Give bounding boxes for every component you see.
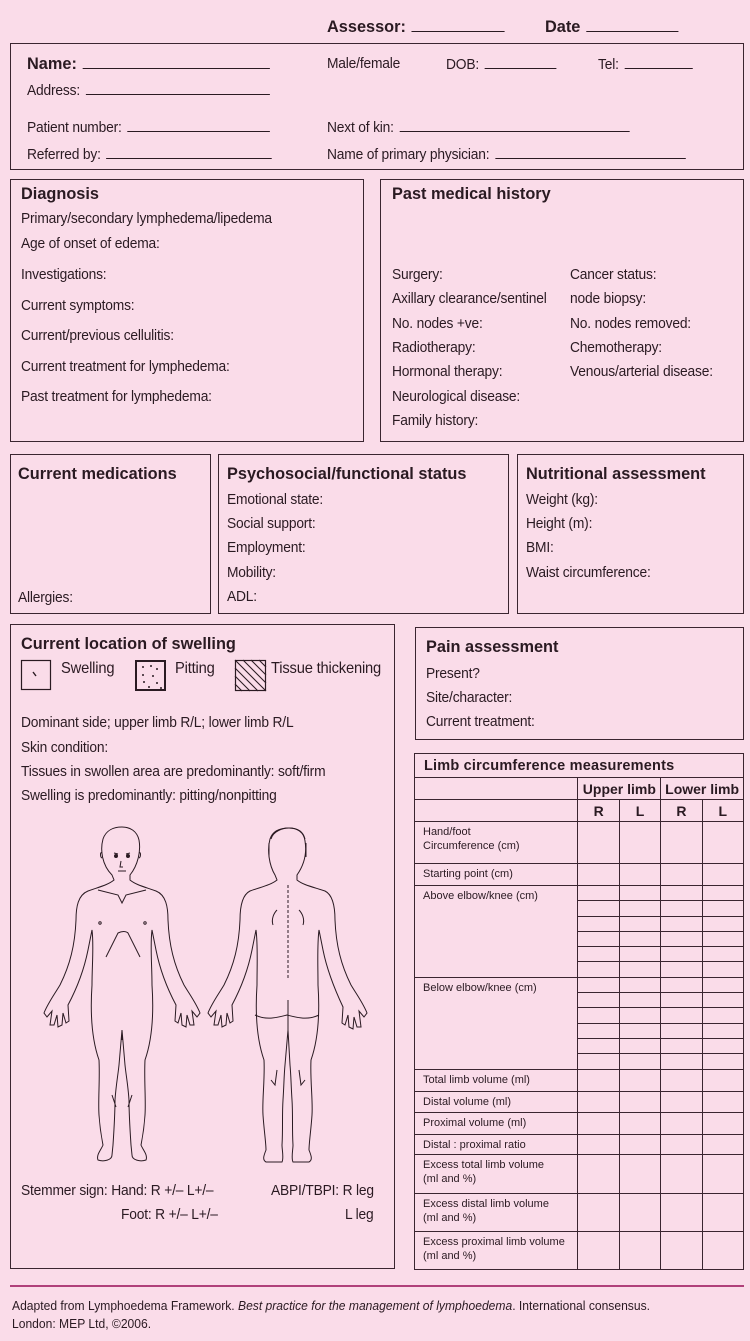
date-input[interactable] bbox=[586, 18, 678, 32]
input-cell[interactable] bbox=[661, 931, 702, 946]
pmh-item[interactable]: Cancer status: bbox=[570, 266, 657, 283]
diagnosis-item[interactable]: Current treatment for lymphedema: bbox=[21, 358, 230, 375]
pmh-item[interactable]: Neurological disease: bbox=[392, 388, 521, 405]
pain-title: Pain assessment bbox=[426, 637, 559, 656]
row-label-line: (ml and %) bbox=[423, 1211, 477, 1224]
input-cell[interactable] bbox=[661, 993, 702, 1008]
input-cell[interactable] bbox=[661, 1054, 702, 1069]
diagnosis-item[interactable]: Current symptoms: bbox=[21, 297, 135, 314]
row-label-total-volume: Total limb volume (ml) bbox=[415, 1069, 578, 1091]
input-cell[interactable] bbox=[578, 1231, 619, 1269]
input-cell[interactable] bbox=[661, 1069, 702, 1091]
footer-divider bbox=[10, 1285, 744, 1287]
past-medical-history-title: Past medical history bbox=[392, 184, 551, 203]
lower-left-header: L bbox=[702, 800, 743, 822]
input-cell[interactable] bbox=[661, 1154, 702, 1193]
row-label-line: Excess proximal limb volume bbox=[423, 1235, 565, 1248]
pmh-item[interactable]: Axillary clearance/sentinel bbox=[392, 290, 547, 307]
input-cell[interactable] bbox=[619, 1069, 660, 1091]
input-cell[interactable] bbox=[702, 901, 743, 916]
referred-by-input[interactable] bbox=[106, 145, 272, 159]
diagnosis-item[interactable]: Investigations: bbox=[21, 266, 107, 283]
diagnosis-item[interactable]: Past treatment for lymphedema: bbox=[21, 388, 212, 405]
legend-swelling-label: Swelling bbox=[61, 660, 115, 677]
input-cell[interactable] bbox=[661, 947, 702, 962]
input-cell[interactable] bbox=[702, 1091, 743, 1112]
nutritional-item[interactable]: Weight (kg): bbox=[526, 491, 598, 508]
input-cell[interactable] bbox=[702, 993, 743, 1008]
input-cell[interactable] bbox=[578, 1054, 619, 1069]
primary-physician-field bbox=[327, 145, 685, 164]
input-cell[interactable] bbox=[578, 1154, 619, 1193]
stemmer-sign-foot[interactable]: Foot: R +/– L+/– bbox=[121, 1206, 218, 1223]
input-cell[interactable] bbox=[702, 886, 743, 901]
row-label-distal-volume: Distal volume (ml) bbox=[415, 1091, 578, 1112]
footer-line2: London: MEP Ltd, ©2006. bbox=[12, 1316, 152, 1331]
input-cell[interactable] bbox=[702, 1154, 743, 1193]
input-cell[interactable] bbox=[661, 977, 702, 992]
primary-physician-label: Name of primary physician: bbox=[327, 146, 490, 163]
input-cell[interactable] bbox=[702, 1112, 743, 1134]
row-label-starting-point: Starting point (cm) bbox=[415, 864, 578, 886]
limb-table-title: Limb circumference measurements bbox=[415, 754, 744, 778]
name-input[interactable] bbox=[83, 55, 270, 69]
input-cell[interactable] bbox=[619, 901, 660, 916]
input-cell[interactable] bbox=[702, 977, 743, 992]
input-cell[interactable] bbox=[578, 1112, 619, 1134]
name-field bbox=[27, 54, 270, 74]
lower-right-header: R bbox=[661, 800, 702, 822]
blank-header-cell bbox=[415, 778, 578, 800]
nutritional-item[interactable]: Waist circumference: bbox=[526, 564, 651, 581]
input-cell[interactable] bbox=[661, 1134, 702, 1154]
input-cell[interactable] bbox=[702, 1134, 743, 1154]
swelling-item[interactable]: Skin condition: bbox=[21, 739, 108, 756]
dob-label: DOB: bbox=[446, 56, 480, 73]
row-label-hand-foot bbox=[415, 822, 578, 864]
input-cell[interactable] bbox=[578, 916, 619, 931]
pmh-item[interactable]: Chemotherapy: bbox=[570, 339, 662, 356]
diagnosis-item[interactable]: Primary/secondary lymphedema/lipedema bbox=[21, 210, 272, 227]
next-of-kin-label: Next of kin: bbox=[327, 119, 394, 136]
input-cell[interactable] bbox=[702, 962, 743, 977]
row-label-line: Excess distal limb volume bbox=[423, 1197, 549, 1210]
input-cell[interactable] bbox=[619, 1134, 660, 1154]
tel-label: Tel: bbox=[598, 56, 619, 73]
next-of-kin-field bbox=[327, 118, 629, 137]
input-cell[interactable] bbox=[619, 916, 660, 931]
upper-right-header: R bbox=[578, 800, 619, 822]
input-cell[interactable] bbox=[702, 1069, 743, 1091]
input-cell[interactable] bbox=[619, 1023, 660, 1038]
input-cell[interactable] bbox=[578, 822, 619, 864]
psychosocial-item[interactable]: Mobility: bbox=[227, 564, 276, 581]
input-cell[interactable] bbox=[702, 822, 743, 864]
input-cell[interactable] bbox=[619, 1193, 660, 1231]
allergies-label[interactable]: Allergies: bbox=[18, 589, 73, 606]
pitting-icon bbox=[135, 660, 167, 692]
address-field bbox=[27, 81, 270, 100]
psychosocial-item[interactable]: Emotional state: bbox=[227, 491, 324, 508]
row-label-line: Excess total limb volume bbox=[423, 1158, 545, 1171]
address-input[interactable] bbox=[86, 81, 270, 95]
referred-by-label: Referred by: bbox=[27, 146, 101, 163]
nutritional-item[interactable]: Height (m): bbox=[526, 515, 593, 532]
legend-pitting-label: Pitting bbox=[175, 660, 215, 677]
input-cell[interactable] bbox=[661, 901, 702, 916]
psychosocial-item[interactable]: Employment: bbox=[227, 539, 306, 556]
input-cell[interactable] bbox=[702, 1038, 743, 1053]
assessor-field bbox=[327, 17, 505, 37]
row-label-ratio: Distal : proximal ratio bbox=[415, 1134, 578, 1154]
diagnosis-item[interactable]: Age of onset of edema: bbox=[21, 235, 160, 252]
pmh-item[interactable]: Surgery: bbox=[392, 266, 443, 283]
input-cell[interactable] bbox=[619, 822, 660, 864]
row-label-line: (ml and %) bbox=[423, 1249, 477, 1262]
input-cell[interactable] bbox=[578, 1091, 619, 1112]
dob-input[interactable] bbox=[485, 55, 557, 69]
input-cell[interactable] bbox=[702, 931, 743, 946]
patient-number-label: Patient number: bbox=[27, 119, 122, 136]
body-front-diagram[interactable] bbox=[40, 825, 205, 1170]
swelling-item[interactable]: Dominant side; upper limb R/L; lower limb R/L bbox=[21, 714, 294, 731]
input-cell[interactable] bbox=[619, 1038, 660, 1053]
input-cell[interactable] bbox=[619, 1231, 660, 1269]
input-cell[interactable] bbox=[578, 993, 619, 1008]
swelling-icon bbox=[21, 660, 53, 692]
input-cell[interactable] bbox=[578, 947, 619, 962]
pmh-item[interactable]: Hormonal therapy: bbox=[392, 363, 503, 380]
input-cell[interactable] bbox=[702, 916, 743, 931]
legend-tissue-thickening-label: Tissue thickening bbox=[271, 660, 382, 677]
current-medications-title: Current medications bbox=[18, 464, 177, 483]
input-cell[interactable] bbox=[578, 1008, 619, 1023]
input-cell[interactable] bbox=[578, 931, 619, 946]
blank-header-cell bbox=[415, 800, 578, 822]
input-cell[interactable] bbox=[661, 886, 702, 901]
footer-citation bbox=[12, 1298, 650, 1314]
input-cell[interactable] bbox=[661, 916, 702, 931]
nutritional-item[interactable]: BMI: bbox=[526, 539, 554, 556]
body-front-outline bbox=[44, 827, 200, 1161]
body-back-diagram[interactable] bbox=[205, 825, 370, 1170]
input-cell[interactable] bbox=[702, 1193, 743, 1231]
assessor-label: Assessor: bbox=[327, 17, 406, 36]
row-label-line: (ml and %) bbox=[423, 1172, 477, 1185]
input-cell[interactable] bbox=[578, 886, 619, 901]
input-cell[interactable] bbox=[619, 931, 660, 946]
input-cell[interactable] bbox=[661, 1193, 702, 1231]
diagnosis-item[interactable]: Current/previous cellulitis: bbox=[21, 327, 174, 344]
input-cell[interactable] bbox=[619, 962, 660, 977]
pmh-item[interactable]: No. nodes removed: bbox=[570, 315, 691, 332]
input-cell[interactable] bbox=[661, 1038, 702, 1053]
row-label-below-elbow-knee: Below elbow/knee (cm) bbox=[415, 977, 578, 1069]
input-cell[interactable] bbox=[619, 864, 660, 886]
row-label-line: Circumference (cm) bbox=[423, 840, 520, 852]
pain-item[interactable]: Present? bbox=[426, 665, 480, 682]
input-cell[interactable] bbox=[702, 1231, 743, 1269]
input-cell[interactable] bbox=[661, 962, 702, 977]
input-cell[interactable] bbox=[661, 864, 702, 886]
pain-item[interactable]: Site/character: bbox=[426, 689, 513, 706]
tel-field bbox=[598, 55, 692, 74]
abpi-r-leg[interactable]: ABPI/TBPI: R leg bbox=[271, 1182, 374, 1199]
pain-item[interactable]: Current treatment: bbox=[426, 713, 535, 730]
input-cell[interactable] bbox=[661, 1091, 702, 1112]
input-cell[interactable] bbox=[702, 947, 743, 962]
assessor-input[interactable] bbox=[412, 18, 505, 32]
limb-circumference-table bbox=[414, 753, 744, 1270]
row-label-excess-total bbox=[415, 1154, 578, 1193]
input-cell[interactable] bbox=[619, 886, 660, 901]
sex-label[interactable]: Male/female bbox=[327, 55, 401, 72]
next-of-kin-input[interactable] bbox=[399, 118, 629, 132]
date-label: Date bbox=[545, 17, 581, 36]
nutritional-title: Nutritional assessment bbox=[526, 464, 706, 483]
lower-limb-header: Lower limb bbox=[661, 778, 744, 800]
date-field bbox=[545, 17, 678, 37]
input-cell[interactable] bbox=[578, 1193, 619, 1231]
row-label-proximal-volume: Proximal volume (ml) bbox=[415, 1112, 578, 1134]
footer-prefix: Adapted from Lymphoedema Framework. bbox=[12, 1298, 239, 1313]
input-cell[interactable] bbox=[661, 1112, 702, 1134]
psychosocial-title: Psychosocial/functional status bbox=[227, 464, 467, 483]
psychosocial-item[interactable]: ADL: bbox=[227, 588, 257, 605]
address-label: Address: bbox=[27, 82, 81, 99]
upper-limb-header: Upper limb bbox=[578, 778, 661, 800]
input-cell[interactable] bbox=[619, 993, 660, 1008]
input-cell[interactable] bbox=[619, 977, 660, 992]
input-cell[interactable] bbox=[578, 1069, 619, 1091]
name-label: Name: bbox=[27, 54, 77, 73]
input-cell[interactable] bbox=[702, 1054, 743, 1069]
input-cell[interactable] bbox=[578, 1134, 619, 1154]
swelling-title: Current location of swelling bbox=[21, 634, 236, 653]
diagnosis-title: Diagnosis bbox=[21, 184, 99, 203]
swelling-item[interactable]: Swelling is predominantly: pitting/nonpitting bbox=[21, 787, 277, 804]
upper-left-header: L bbox=[619, 800, 660, 822]
footer-italic-title: Best practice for the management of lymphoedema bbox=[238, 1298, 513, 1313]
row-label-line: Hand/foot bbox=[423, 826, 471, 838]
tel-input[interactable] bbox=[624, 55, 692, 69]
input-cell[interactable] bbox=[702, 864, 743, 886]
abpi-l-leg[interactable]: L leg bbox=[345, 1206, 374, 1223]
body-back-outline bbox=[208, 828, 367, 1162]
input-cell[interactable] bbox=[619, 1112, 660, 1134]
pmh-item: node biopsy: bbox=[570, 290, 647, 307]
input-cell[interactable] bbox=[661, 1008, 702, 1023]
dob-field bbox=[446, 55, 556, 74]
input-cell[interactable] bbox=[578, 1023, 619, 1038]
row-label-above-elbow-knee: Above elbow/knee (cm) bbox=[415, 886, 578, 978]
input-cell[interactable] bbox=[619, 1008, 660, 1023]
row-label-excess-distal bbox=[415, 1193, 578, 1231]
psychosocial-item[interactable]: Social support: bbox=[227, 515, 316, 532]
input-cell[interactable] bbox=[578, 901, 619, 916]
input-cell[interactable] bbox=[578, 1038, 619, 1053]
pmh-item[interactable]: Venous/arterial disease: bbox=[570, 363, 713, 380]
footer-suffix: . International consensus. bbox=[512, 1298, 650, 1313]
referred-by-field bbox=[27, 145, 272, 164]
input-cell[interactable] bbox=[661, 822, 702, 864]
input-cell[interactable] bbox=[661, 1231, 702, 1269]
input-cell[interactable] bbox=[619, 947, 660, 962]
input-cell[interactable] bbox=[619, 1054, 660, 1069]
input-cell[interactable] bbox=[619, 1154, 660, 1193]
input-cell[interactable] bbox=[702, 1008, 743, 1023]
swelling-item[interactable]: Tissues in swollen area are predominantly: soft/firm bbox=[21, 763, 326, 780]
input-cell[interactable] bbox=[661, 1023, 702, 1038]
stemmer-sign-hand[interactable]: Stemmer sign: Hand: R +/– L+/– bbox=[21, 1182, 214, 1199]
tissue-thickening-icon bbox=[235, 660, 267, 692]
input-cell[interactable] bbox=[619, 1091, 660, 1112]
pmh-item[interactable]: Radiotherapy: bbox=[392, 339, 476, 356]
input-cell[interactable] bbox=[578, 977, 619, 992]
patient-number-field bbox=[27, 118, 270, 137]
row-label-excess-proximal bbox=[415, 1231, 578, 1269]
patient-number-input[interactable] bbox=[127, 118, 270, 132]
pmh-item[interactable]: No. nodes +ve: bbox=[392, 315, 483, 332]
input-cell[interactable] bbox=[578, 864, 619, 886]
input-cell[interactable] bbox=[702, 1023, 743, 1038]
primary-physician-input[interactable] bbox=[495, 145, 685, 159]
pmh-item[interactable]: Family history: bbox=[392, 412, 479, 429]
input-cell[interactable] bbox=[578, 962, 619, 977]
